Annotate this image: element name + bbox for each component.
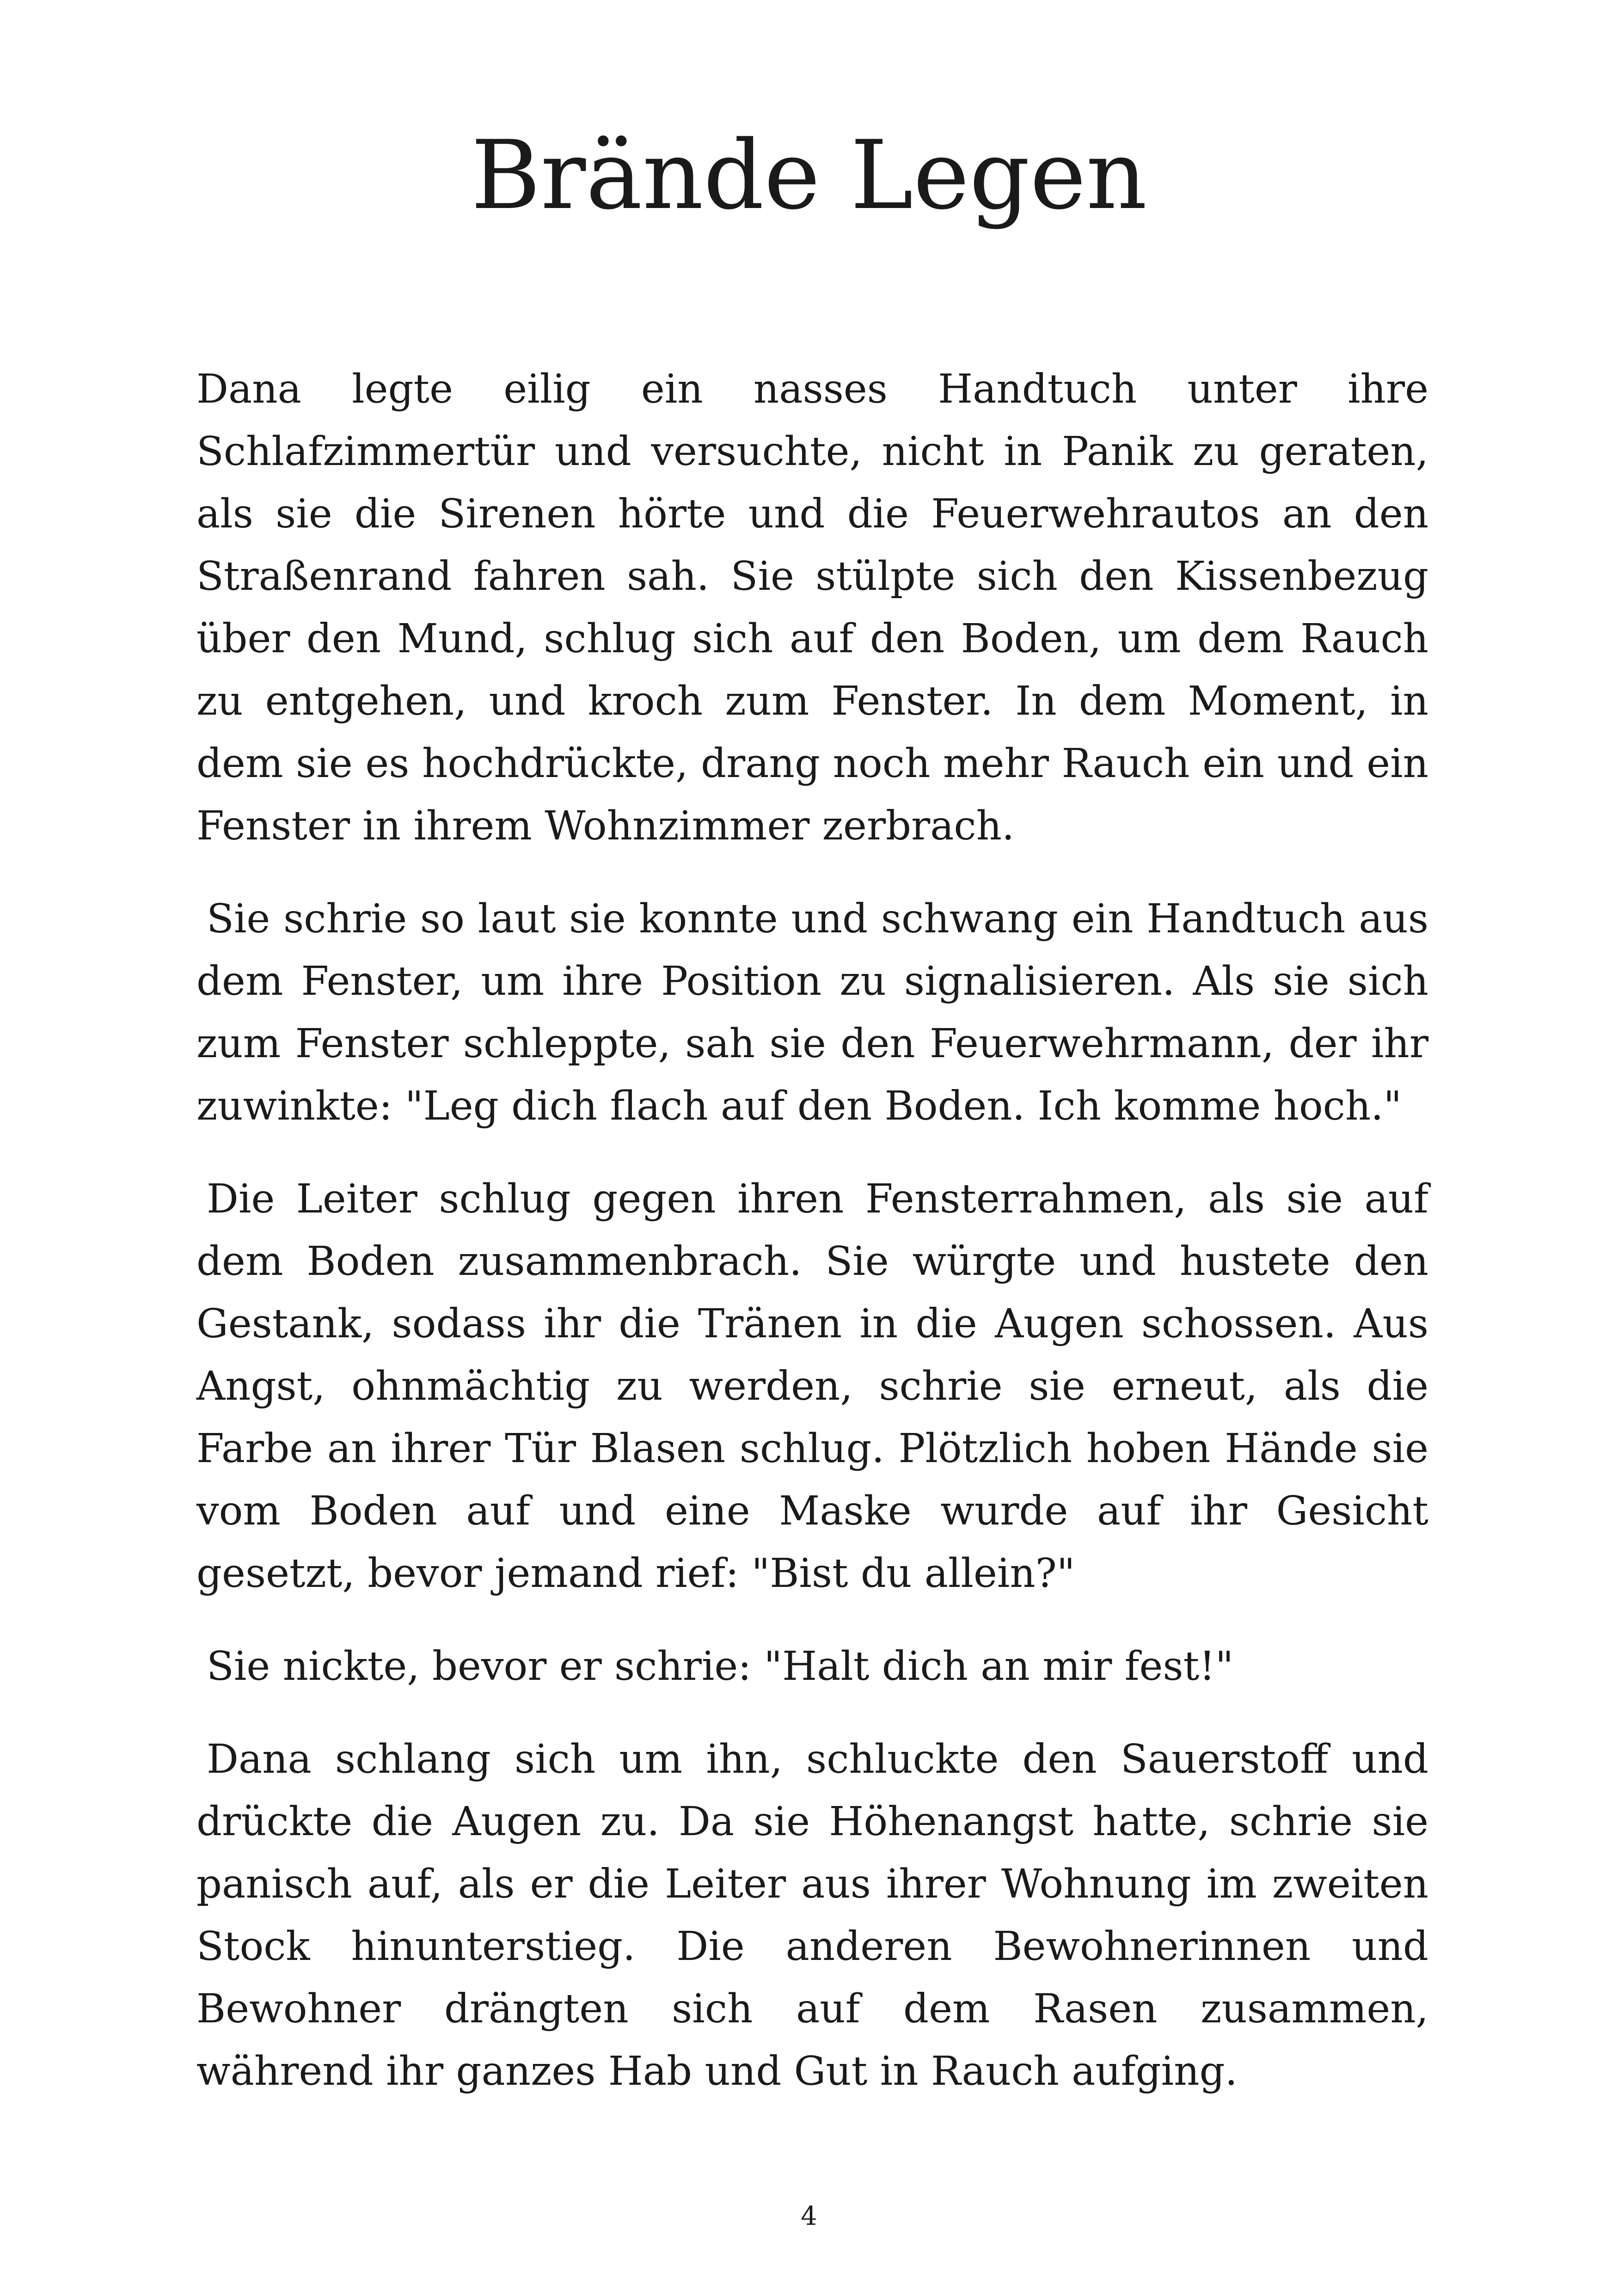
page-title: Brände Legen (471, 121, 1147, 231)
paragraph-1: Dana legte eilig ein nasses Handtuch unter ihre Schlafzimmertür und versuchte, nicht in Panik zu geraten, als sie die Sirenen hörte und die Feuerwehrautos an den Straßenrand fahren sah. Sie stülpte sich den Kissenbezug über den Mund, schlug sich auf den Boden, um dem Rauch zu entgehen, und kroch zum Fenster. In dem Moment, in dem sie es hochdrückte, drang noch mehr Rauch ein und ein Fenster in ihrem Wohnzimmer zerbrach. (196, 366, 1428, 849)
paragraph-5: Dana schlang sich um ihn, schluckte den Sauerstoff und drückte die Augen zu. Da sie Höhenangst hatte, schrie sie panisch auf, als er die Leiter aus ihrer Wohnung im zweiten Stock hinunterstieg. Die anderen Bewohnerinnen und Bewohner drängten sich auf dem Rasen zusammen, während ihr ganzes Hab und Gut in Rauch aufging. (196, 1736, 1428, 2094)
page-number: 4 (801, 2201, 817, 2231)
paragraph-4: Sie nickte, bevor er schrie: "Halt dich an mir fest!" (207, 1643, 1234, 1690)
story-body (196, 358, 1428, 2133)
paragraph-2: Sie schrie so laut sie konnte und schwang ein Handtuch aus dem Fenster, um ihre Position zu signalisieren. Als sie sich zum Fenster schleppte, sah sie den Feuerwehrmann, der ihr zuwinkte: "Leg dich flach auf den Boden. Ich komme hoch." (196, 896, 1428, 1129)
paragraph-3: Die Leiter schlug gegen ihren Fensterrahmen, als sie auf dem Boden zusammenbrach. Sie würgte und hustete den Gestank, sodass ihr die Tränen in die Augen schossen. Aus Angst, ohnmächtig zu werden, schrie sie erneut, als die Farbe an ihrer Tür Blasen schlug. Plötzlich hoben Hände sie vom Boden auf und eine Maske wurde auf ihr Gesicht gesetzt, bevor jemand rief: "Bist du allein?" (196, 1176, 1428, 1597)
